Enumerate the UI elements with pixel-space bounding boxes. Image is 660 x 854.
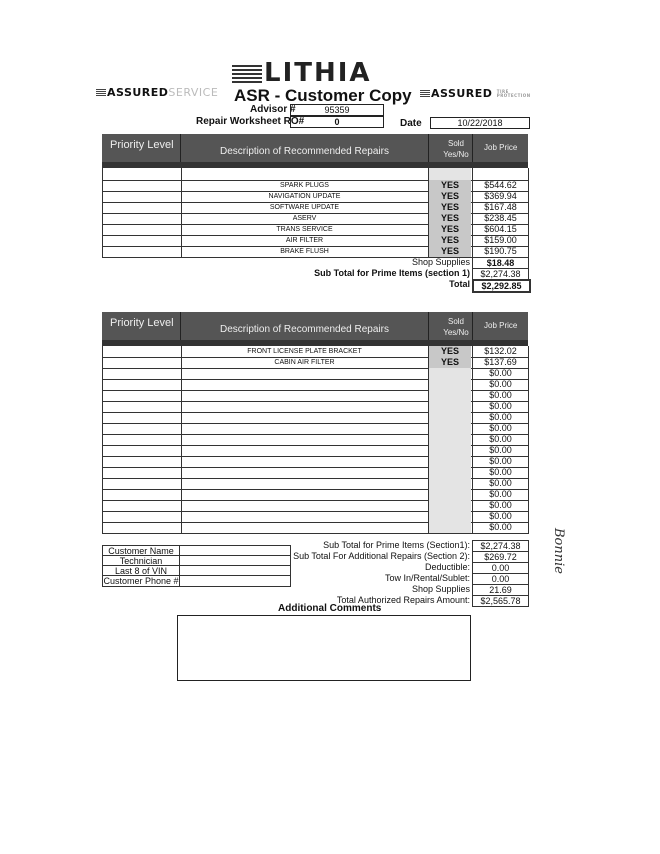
priority-cell[interactable] xyxy=(102,191,182,202)
description-cell: TRANS SERVICE xyxy=(276,226,333,233)
description-cell xyxy=(181,390,428,401)
ro-label: Repair Worksheet RO# xyxy=(196,116,305,127)
sold-cell[interactable] xyxy=(428,445,471,456)
description-cell xyxy=(181,445,428,456)
description-cell: ASERV xyxy=(292,215,317,222)
description-cell: CABIN AIR FILTER xyxy=(274,359,335,366)
comments-label: Additional Comments xyxy=(278,603,382,614)
price-cell: $132.02 xyxy=(472,346,529,358)
totals-label: Sub Total For Additional Repairs (Section 2): xyxy=(293,551,470,561)
priority-cell[interactable] xyxy=(102,168,182,180)
customer-info-row[interactable] xyxy=(102,575,291,587)
priority-cell[interactable] xyxy=(102,456,182,467)
section2-table xyxy=(102,312,528,542)
price-cell: $0.00 xyxy=(472,412,529,424)
priority-cell[interactable] xyxy=(102,368,182,379)
totals-label: Sub Total for Prime Items (Section1): xyxy=(323,540,470,550)
price-cell: $604.15 xyxy=(472,224,529,236)
priority-cell[interactable] xyxy=(102,500,182,511)
priority-cell[interactable] xyxy=(102,401,182,412)
totals-value: 21.69 xyxy=(472,584,529,596)
description-cell: SOFTWARE UPDATE xyxy=(269,204,340,211)
sold-cell[interactable] xyxy=(428,401,471,412)
totals-value: $2,274.38 xyxy=(472,540,529,552)
priority-cell[interactable] xyxy=(102,445,182,456)
description-cell xyxy=(181,467,428,478)
totals-value: $2,565.78 xyxy=(472,595,529,607)
sold-cell[interactable] xyxy=(428,500,471,511)
advisor-field[interactable]: 95359 xyxy=(290,104,384,116)
customer-info-label: Technician xyxy=(103,556,180,566)
price-cell: $0.00 xyxy=(472,379,529,391)
sold-cell[interactable]: YES xyxy=(428,246,471,257)
sold-cell[interactable]: YES xyxy=(428,202,471,213)
totals-label: Tow In/Rental/Sublet: xyxy=(384,573,470,583)
priority-cell[interactable] xyxy=(102,379,182,390)
advisor-label: Advisor # xyxy=(250,104,296,115)
header-description: Description of Recommended Repairs xyxy=(220,146,389,157)
header-sold: Sold Yes/No xyxy=(443,139,469,159)
s1-subtotal-value: $2,274.38 xyxy=(472,268,529,280)
price-cell: $0.00 xyxy=(472,478,529,490)
header-description: Description of Recommended Repairs xyxy=(220,324,389,335)
s1-total-value: $2,292.85 xyxy=(472,279,531,293)
sold-cell[interactable] xyxy=(428,478,471,489)
sold-cell[interactable] xyxy=(428,489,471,500)
s1-total-label: Total xyxy=(449,279,470,289)
date-label: Date xyxy=(400,118,422,129)
price-cell: $0.00 xyxy=(472,500,529,512)
table-header xyxy=(102,312,528,340)
priority-cell[interactable] xyxy=(102,346,182,357)
price-cell: $0.00 xyxy=(472,401,529,413)
s1-shop-supplies-value: $18.48 xyxy=(472,257,529,269)
lithia-logo: LITHIA xyxy=(232,58,372,88)
priority-cell[interactable] xyxy=(102,357,182,368)
sold-cell[interactable] xyxy=(428,423,471,434)
price-cell: $0.00 xyxy=(472,434,529,446)
header-priority: Priority Level xyxy=(110,317,174,329)
assured-tire-logo: ASSURED TIRE PROTECTION xyxy=(420,87,537,100)
description-cell xyxy=(181,500,428,511)
priority-cell[interactable] xyxy=(102,434,182,445)
header-price: Job Price xyxy=(484,321,518,330)
customer-info-label: Customer Name xyxy=(103,546,180,556)
description-cell xyxy=(181,522,428,533)
sold-cell[interactable] xyxy=(428,434,471,445)
header-priority: Priority Level xyxy=(110,139,174,151)
sold-cell[interactable]: YES xyxy=(428,213,471,224)
signature: Bonnie xyxy=(551,528,566,574)
ro-field[interactable]: 0 xyxy=(290,116,384,128)
priority-cell[interactable] xyxy=(102,511,182,522)
description-cell: SPARK PLUGS xyxy=(280,182,329,189)
description-cell xyxy=(181,412,428,423)
totals-label: Deductible: xyxy=(424,562,470,572)
description-cell xyxy=(181,168,428,180)
priority-cell[interactable] xyxy=(102,522,182,533)
header-price: Job Price xyxy=(484,143,518,152)
totals-value: $269.72 xyxy=(472,551,529,563)
sold-cell[interactable] xyxy=(428,368,471,379)
description-cell xyxy=(181,423,428,434)
price-cell: $190.75 xyxy=(472,246,529,258)
sold-cell[interactable] xyxy=(428,522,471,533)
description-cell xyxy=(181,401,428,412)
description-cell xyxy=(181,489,428,500)
sold-cell[interactable]: YES xyxy=(428,191,471,202)
sold-cell[interactable] xyxy=(428,390,471,401)
sold-cell[interactable] xyxy=(428,379,471,390)
price-cell: $0.00 xyxy=(472,445,529,457)
sold-cell[interactable] xyxy=(428,511,471,522)
sold-cell[interactable]: YES xyxy=(428,180,471,191)
price-cell: $0.00 xyxy=(472,489,529,501)
sold-cell[interactable] xyxy=(428,467,471,478)
sold-cell[interactable]: YES xyxy=(428,346,471,357)
price-cell: $0.00 xyxy=(472,368,529,380)
totals-label: Shop Supplies xyxy=(411,584,470,594)
sold-cell[interactable] xyxy=(428,456,471,467)
comments-box[interactable] xyxy=(177,615,471,681)
priority-cell[interactable] xyxy=(102,467,182,478)
priority-cell[interactable] xyxy=(102,235,182,246)
page-title: ASR - Customer Copy xyxy=(234,86,412,105)
logo-stripes-icon xyxy=(232,65,262,83)
header-sold: Sold Yes/No xyxy=(443,317,469,337)
description-cell: AIR FILTER xyxy=(285,237,324,244)
priority-cell[interactable] xyxy=(102,213,182,224)
stripes-icon xyxy=(96,89,106,96)
description-cell xyxy=(181,368,428,379)
stripes-icon xyxy=(420,90,430,97)
price-cell: $0.00 xyxy=(472,522,529,534)
table-row xyxy=(102,522,528,534)
price-cell: $167.48 xyxy=(472,202,529,214)
description-cell xyxy=(181,478,428,489)
priority-cell[interactable] xyxy=(102,489,182,500)
priority-cell[interactable] xyxy=(102,180,182,191)
price-cell: $0.00 xyxy=(472,390,529,402)
description-cell xyxy=(181,456,428,467)
price-cell: $0.00 xyxy=(472,423,529,435)
price-cell: $159.00 xyxy=(472,235,529,247)
sold-cell[interactable]: YES xyxy=(428,224,471,235)
customer-info-label: Customer Phone # xyxy=(103,576,179,586)
priority-cell[interactable] xyxy=(102,412,182,423)
description-cell: NAVIGATION UPDATE xyxy=(268,193,341,200)
price-cell: $0.00 xyxy=(472,456,529,468)
price-cell: $0.00 xyxy=(472,511,529,523)
price-cell: $544.62 xyxy=(472,180,529,192)
totals-value: 0.00 xyxy=(472,573,529,585)
sold-cell[interactable] xyxy=(428,168,471,180)
description-cell xyxy=(181,511,428,522)
sold-cell[interactable]: YES xyxy=(428,235,471,246)
price-cell: $238.45 xyxy=(472,213,529,225)
totals-label: Total Authorized Repairs Amount: xyxy=(336,595,470,605)
s1-shop-supplies-label: Shop Supplies xyxy=(411,257,470,267)
description-cell xyxy=(181,379,428,390)
priority-cell[interactable] xyxy=(102,390,182,401)
description-cell: FRONT LICENSE PLATE BRACKET xyxy=(247,348,362,355)
section1-table xyxy=(102,134,528,264)
customer-info-label: Last 8 of VIN xyxy=(103,566,180,576)
priority-cell[interactable] xyxy=(102,224,182,235)
table-header xyxy=(102,134,528,162)
totals-value: 0.00 xyxy=(472,562,529,574)
sold-cell[interactable]: YES xyxy=(428,357,471,368)
price-cell: $369.94 xyxy=(472,191,529,203)
priority-cell[interactable] xyxy=(102,246,182,257)
priority-cell[interactable] xyxy=(102,478,182,489)
price-cell: $0.00 xyxy=(472,467,529,479)
price-cell: $137.69 xyxy=(472,357,529,369)
s1-subtotal-label: Sub Total for Prime Items (section 1) xyxy=(314,268,470,278)
description-cell: BRAKE FLUSH xyxy=(280,248,329,255)
priority-cell[interactable] xyxy=(102,423,182,434)
description-cell xyxy=(181,434,428,445)
assured-service-logo: ASSUREDSERVICE xyxy=(96,86,218,99)
sold-cell[interactable] xyxy=(428,412,471,423)
priority-cell[interactable] xyxy=(102,202,182,213)
date-field[interactable]: 10/22/2018 xyxy=(430,117,530,129)
